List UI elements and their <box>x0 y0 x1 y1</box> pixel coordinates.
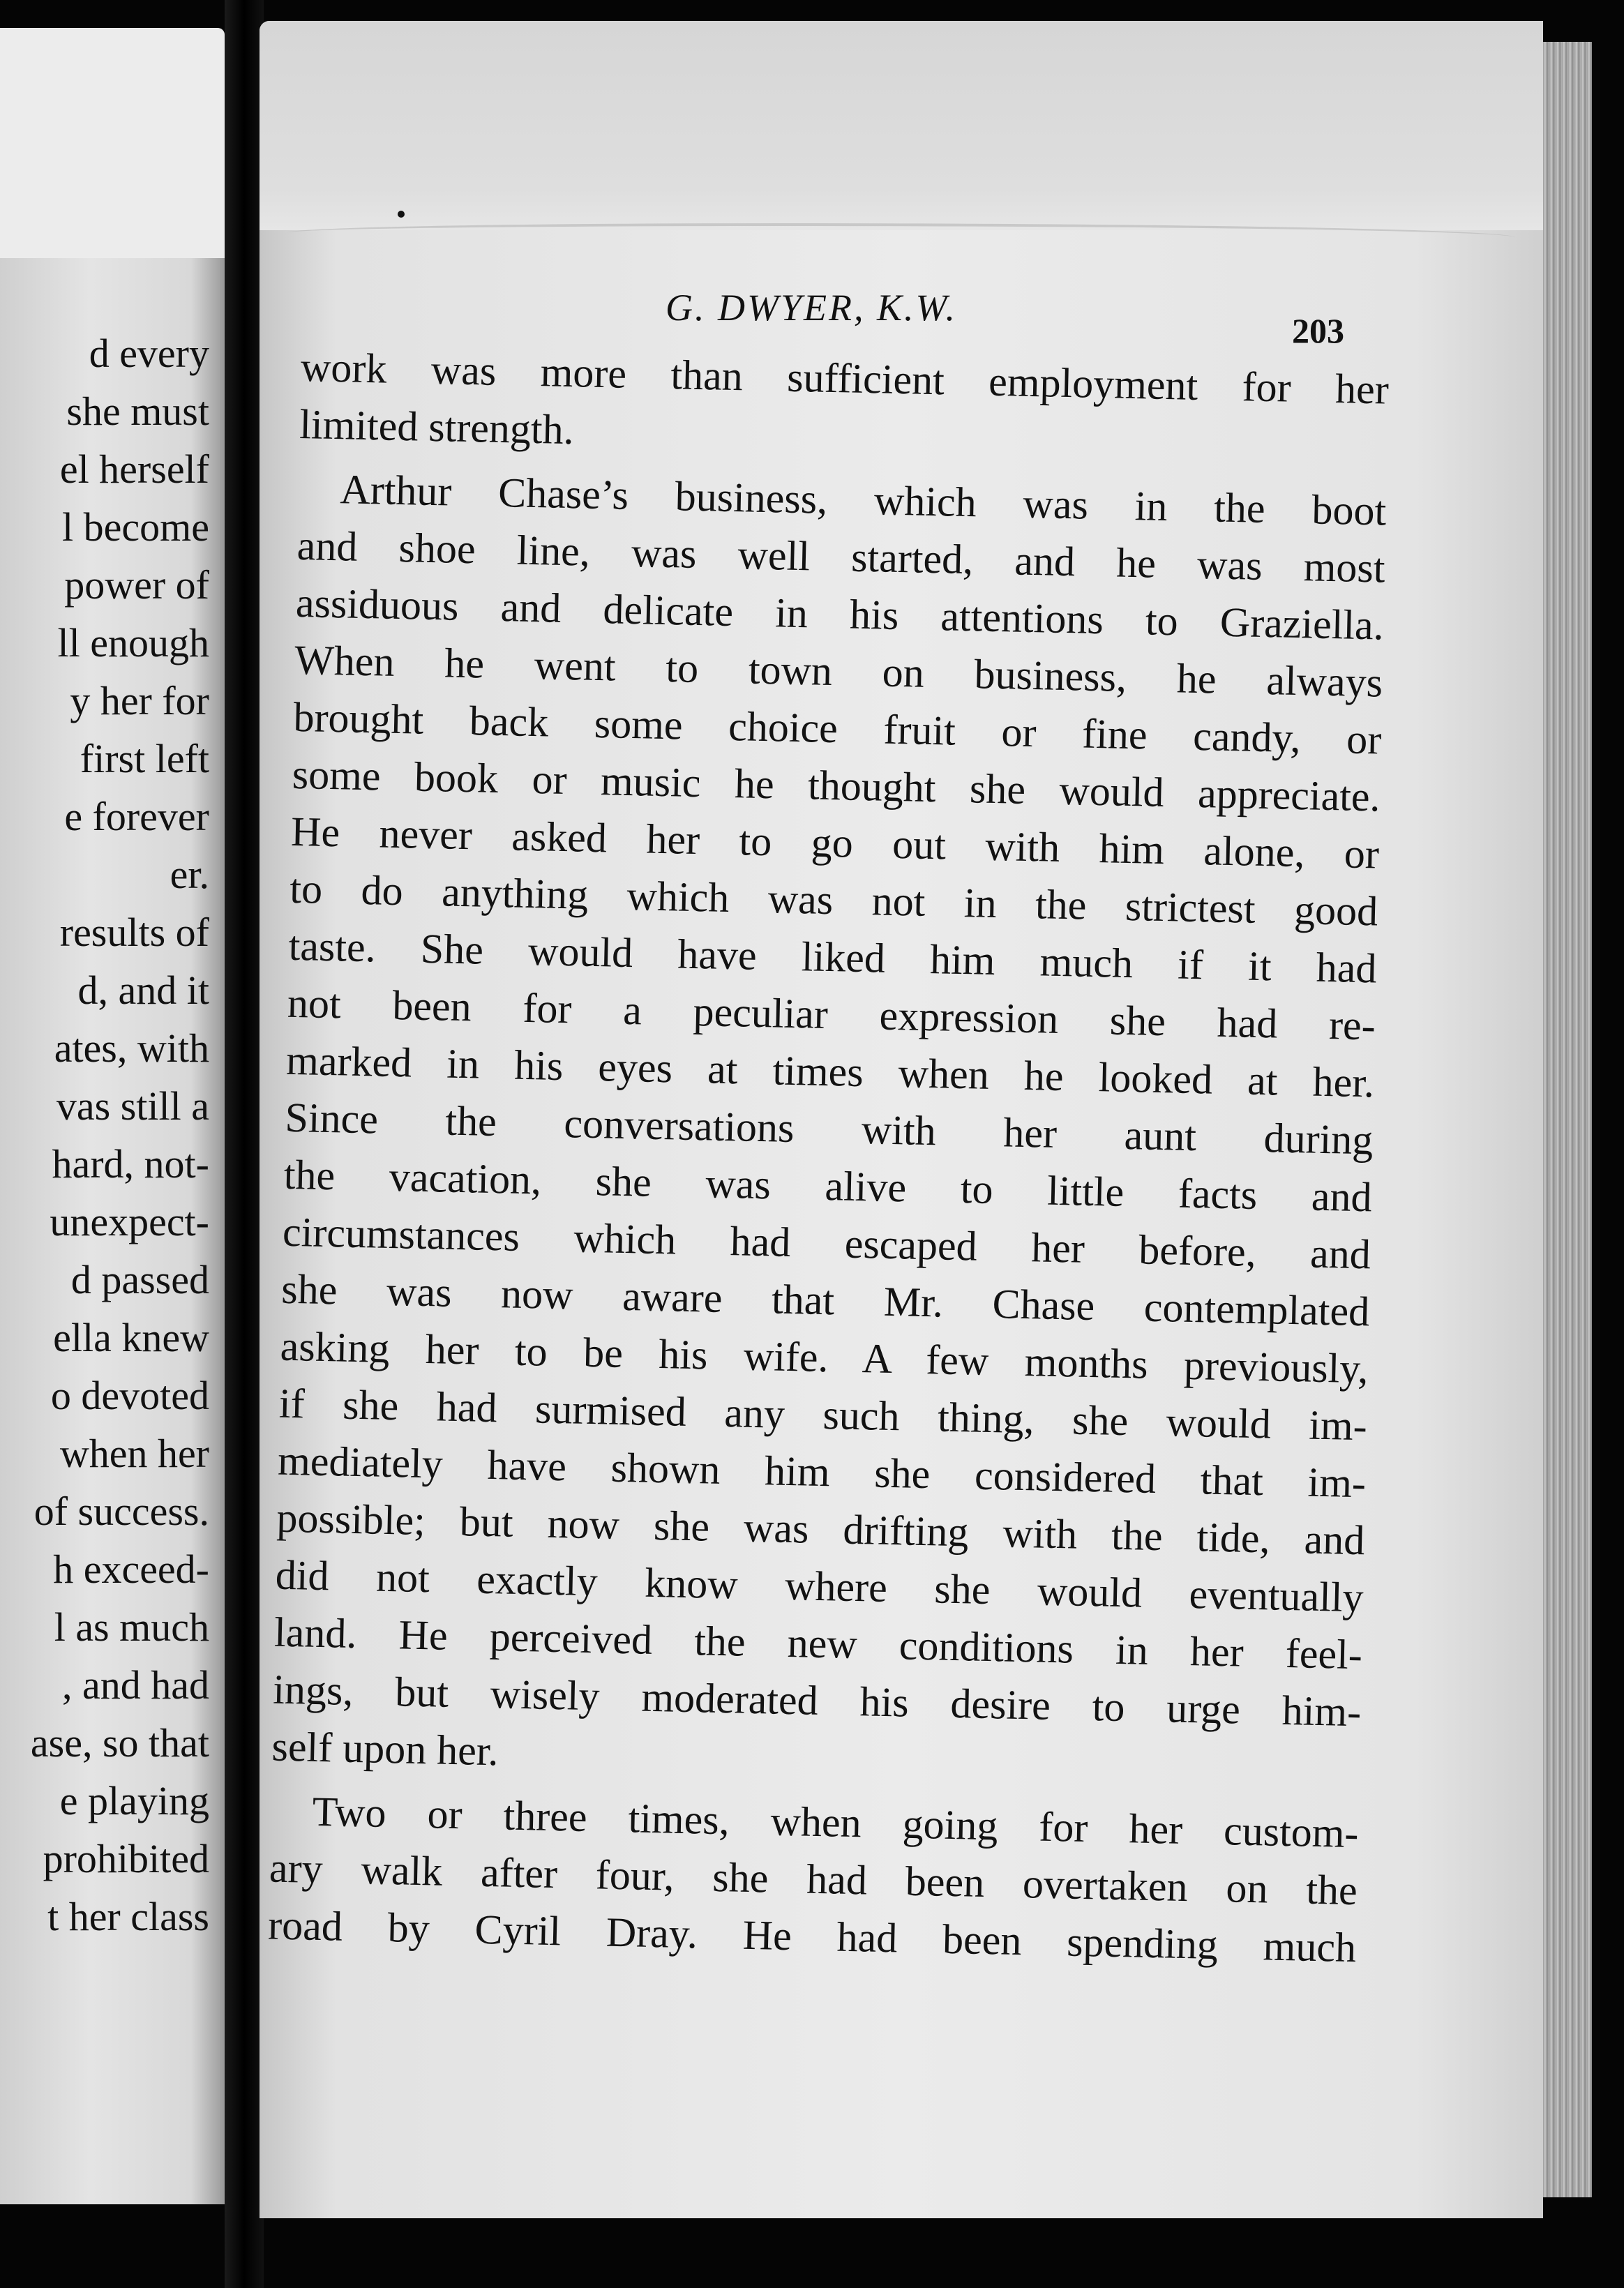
text-line: ary walk after four, she had been overtaken on the <box>269 1844 1358 1914</box>
left-line: el herself <box>59 446 209 492</box>
left-facing-page <box>0 28 225 2204</box>
text-line: Arthur Chase’s business, which was in the boot <box>339 466 1387 534</box>
left-line: ates, with <box>54 1025 209 1071</box>
water-stain <box>260 21 1543 230</box>
right-page <box>260 21 1543 2218</box>
left-line: er. <box>170 852 209 897</box>
text-line: asking her to be his wife. A few months previously, <box>280 1323 1369 1392</box>
left-line: ll enough <box>57 620 209 665</box>
left-line: e forever <box>64 794 209 839</box>
left-line: o devoted <box>50 1373 209 1418</box>
text-line: limited strength. <box>299 400 575 453</box>
running-head: G. DWYER, K.W. <box>666 287 958 329</box>
text-line: self upon her. <box>271 1723 499 1775</box>
ink-speck <box>398 211 405 218</box>
left-line: y her for <box>70 678 209 723</box>
left-line: first left <box>80 736 209 781</box>
book-gutter <box>225 0 264 2288</box>
text-line: ings, but wisely moderated his desire to urge him- <box>272 1666 1362 1736</box>
left-line: t her class <box>47 1894 209 1939</box>
left-line: ase, so that <box>30 1720 209 1766</box>
left-line: h exceed- <box>53 1546 209 1592</box>
text-line: assiduous and delicate in his attentions to Graziella. <box>295 579 1385 649</box>
text-line: mediately have shown him she considered that im- <box>277 1437 1367 1507</box>
left-line: prohibited <box>43 1836 209 1881</box>
text-line: some book or music he thought she would appreciate. <box>292 751 1381 820</box>
left-line: vas still a <box>56 1083 209 1129</box>
body-text <box>267 338 1389 1976</box>
text-line: not been for a peculiar expression she had re- <box>287 979 1376 1049</box>
page-header <box>261 269 1531 352</box>
text-line: Two or three times, when going for her custom- <box>312 1788 1360 1857</box>
left-line: , and had <box>62 1662 209 1708</box>
left-page-torn-area <box>0 28 225 258</box>
left-page-text <box>0 324 209 1945</box>
left-line: power of <box>64 562 209 608</box>
text-line: possible; but now she was drifting with the tide, and <box>276 1494 1365 1564</box>
left-line: ella knew <box>53 1315 209 1360</box>
text-line: road by Cyril Dray. He had been spending much <box>267 1902 1357 1971</box>
text-line: if she had surmised any such thing, she would im- <box>278 1380 1368 1450</box>
left-line: unexpect- <box>50 1199 209 1244</box>
text-line: the vacation, she was alive to little facts and <box>283 1151 1373 1221</box>
left-line: e playing <box>59 1778 209 1823</box>
left-line: of success. <box>33 1489 209 1534</box>
left-line: results of <box>59 910 209 955</box>
text-line: He never asked her to go out with him alone, or <box>290 808 1380 878</box>
text-line: did not exactly know where she would eventually <box>275 1551 1364 1621</box>
page-number: 203 <box>1292 311 1344 350</box>
text-line: marked in his eyes at times when he looked at her. <box>285 1037 1375 1106</box>
text-line: to do anything which was not in the strictest good <box>289 865 1378 935</box>
left-line: l become <box>62 504 209 550</box>
text-line: work was more than sufficient employment for her <box>300 343 1390 413</box>
text-line: circumstances which had escaped her before, and <box>282 1208 1371 1278</box>
text-line: and shoe line, was well started, and he was most <box>296 522 1386 592</box>
left-line: d passed <box>70 1257 209 1302</box>
left-line: l as much <box>54 1604 209 1650</box>
text-line: Since the conversations with her aunt during <box>284 1094 1374 1164</box>
text-line: When he went to town on business, he always <box>294 636 1383 706</box>
page-block-edge <box>1543 42 1592 2197</box>
left-line: when her <box>59 1431 209 1476</box>
left-line: she must <box>66 389 209 434</box>
text-line: land. He perceived the new conditions in her feel- <box>273 1609 1363 1678</box>
left-line: d every <box>89 331 209 376</box>
text-line: taste. She would have liked him much if it had <box>288 922 1378 992</box>
left-line: hard, not- <box>52 1141 209 1187</box>
left-line: d, and it <box>77 968 209 1013</box>
text-line: she was now aware that Mr. Chase contemplated <box>280 1265 1370 1335</box>
text-line: brought back some choice fruit or fine candy, or <box>292 693 1382 763</box>
